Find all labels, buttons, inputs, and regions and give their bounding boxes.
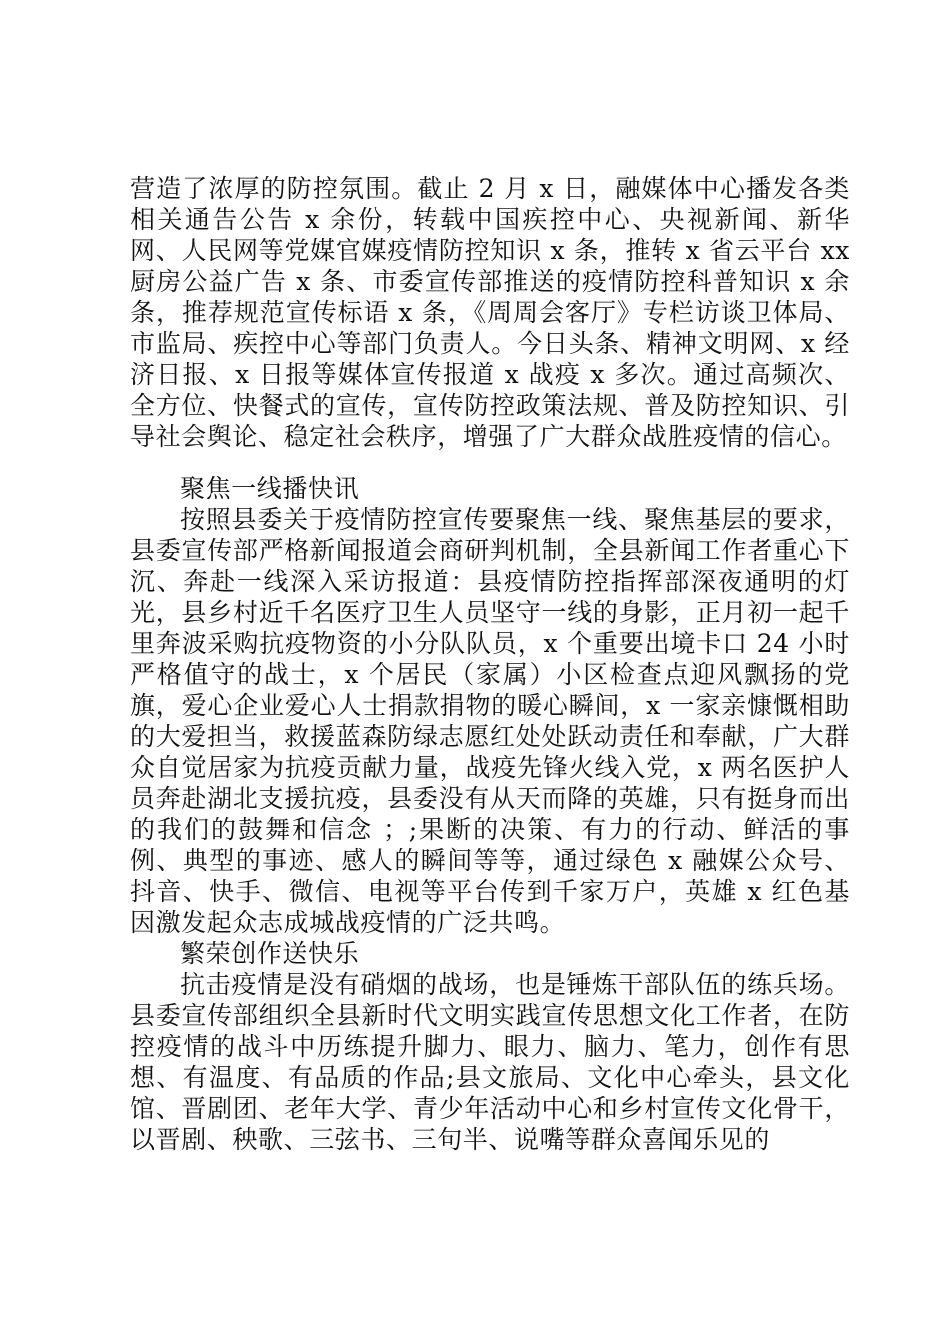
body-paragraph-3: 抗击疫情是没有硝烟的战场，也是锤炼干部队伍的练兵场。县委宣传部组织全县新时代文明实践宣传思想文化工作者，在防控疫情的战斗中历练提升脚力、眼力、脑力、笔力，创作有思想、有温度、有品质的作品;县文旅局、文化中心牵头，县文化馆、晋剧团、老年大学、青少年活动中心和乡村宣传文化骨干，以晋剧、秧歌、三弦书、三句半、说嘴等群众喜闻乐见的 — [130, 970, 850, 1154]
section-heading-2: 繁荣创作送快乐 — [180, 939, 360, 968]
section-heading-1: 聚焦一线播快讯 — [180, 474, 360, 503]
body-paragraph-2: 按照县委关于疫情防控宣传要聚焦一线、聚焦基层的要求，县委宣传部严格新闻报道会商研判机制，全县新闻工作者重心下沉、奔赴一线深入采访报道：县疫情防控指挥部深夜通明的灯光，县乡村近千名医疗卫生人员坚守一线的身影，正月初一起千里奔波采购抗疫物资的小分队队员，x 个重要出境卡口 24 小时严格值守的战士，x 个居民（家属）小区检查点迎风飘扬的党旗，爱心企业爱心人士捐款捐物的暖心瞬间，x 一家亲慷慨相助的大爱担当，救援蓝森防绿志愿红处处跃动责任和奉献，广大群众自觉居家为抗疫贡献力量，战疫先锋火线入党，x 两名医护人员奔赴湖北支援抗疫，县委没有从天而降的英雄，只有挺身而出的我们的鼓舞和信念 ；;果断的决策、有力的行动、鲜活的事例、典型的事迹、感人的瞬间等等，通过绿色 x 融媒公众号、抖音、快手、微信、电视等平台传到千家万户，英雄 x 红色基因激发起众志成城战疫情的广泛共鸣。 — [130, 505, 850, 937]
document-body — [130, 173, 850, 1155]
body-paragraph-1: 营造了浓厚的防控氛围。截止 2 月 x 日，融媒体中心播发各类相关通告公告 x 余份，转载中国疾控中心、央视新闻、新华网、人民网等党媒官媒疫情防控知识 x 条，推转 x 省云平台 xx 厨房公益广告 x 条、市委宣传部推送的疫情防控科普知识 x 余条，推荐规范宣传标语 x 条，《周周会客厅》专栏访谈卫体局、市监局、疾控中心等部门负责人。今日头条、精神文明网、x 经济日报、x 日报等媒体宣传报道 x 战疫 x 多次。通过高频次、全方位、快餐式的宣传，宣传防控政策法规、普及防控知识、引导社会舆论、稳定社会秩序，增强了广大群众战胜疫情的信心。 — [130, 174, 850, 451]
